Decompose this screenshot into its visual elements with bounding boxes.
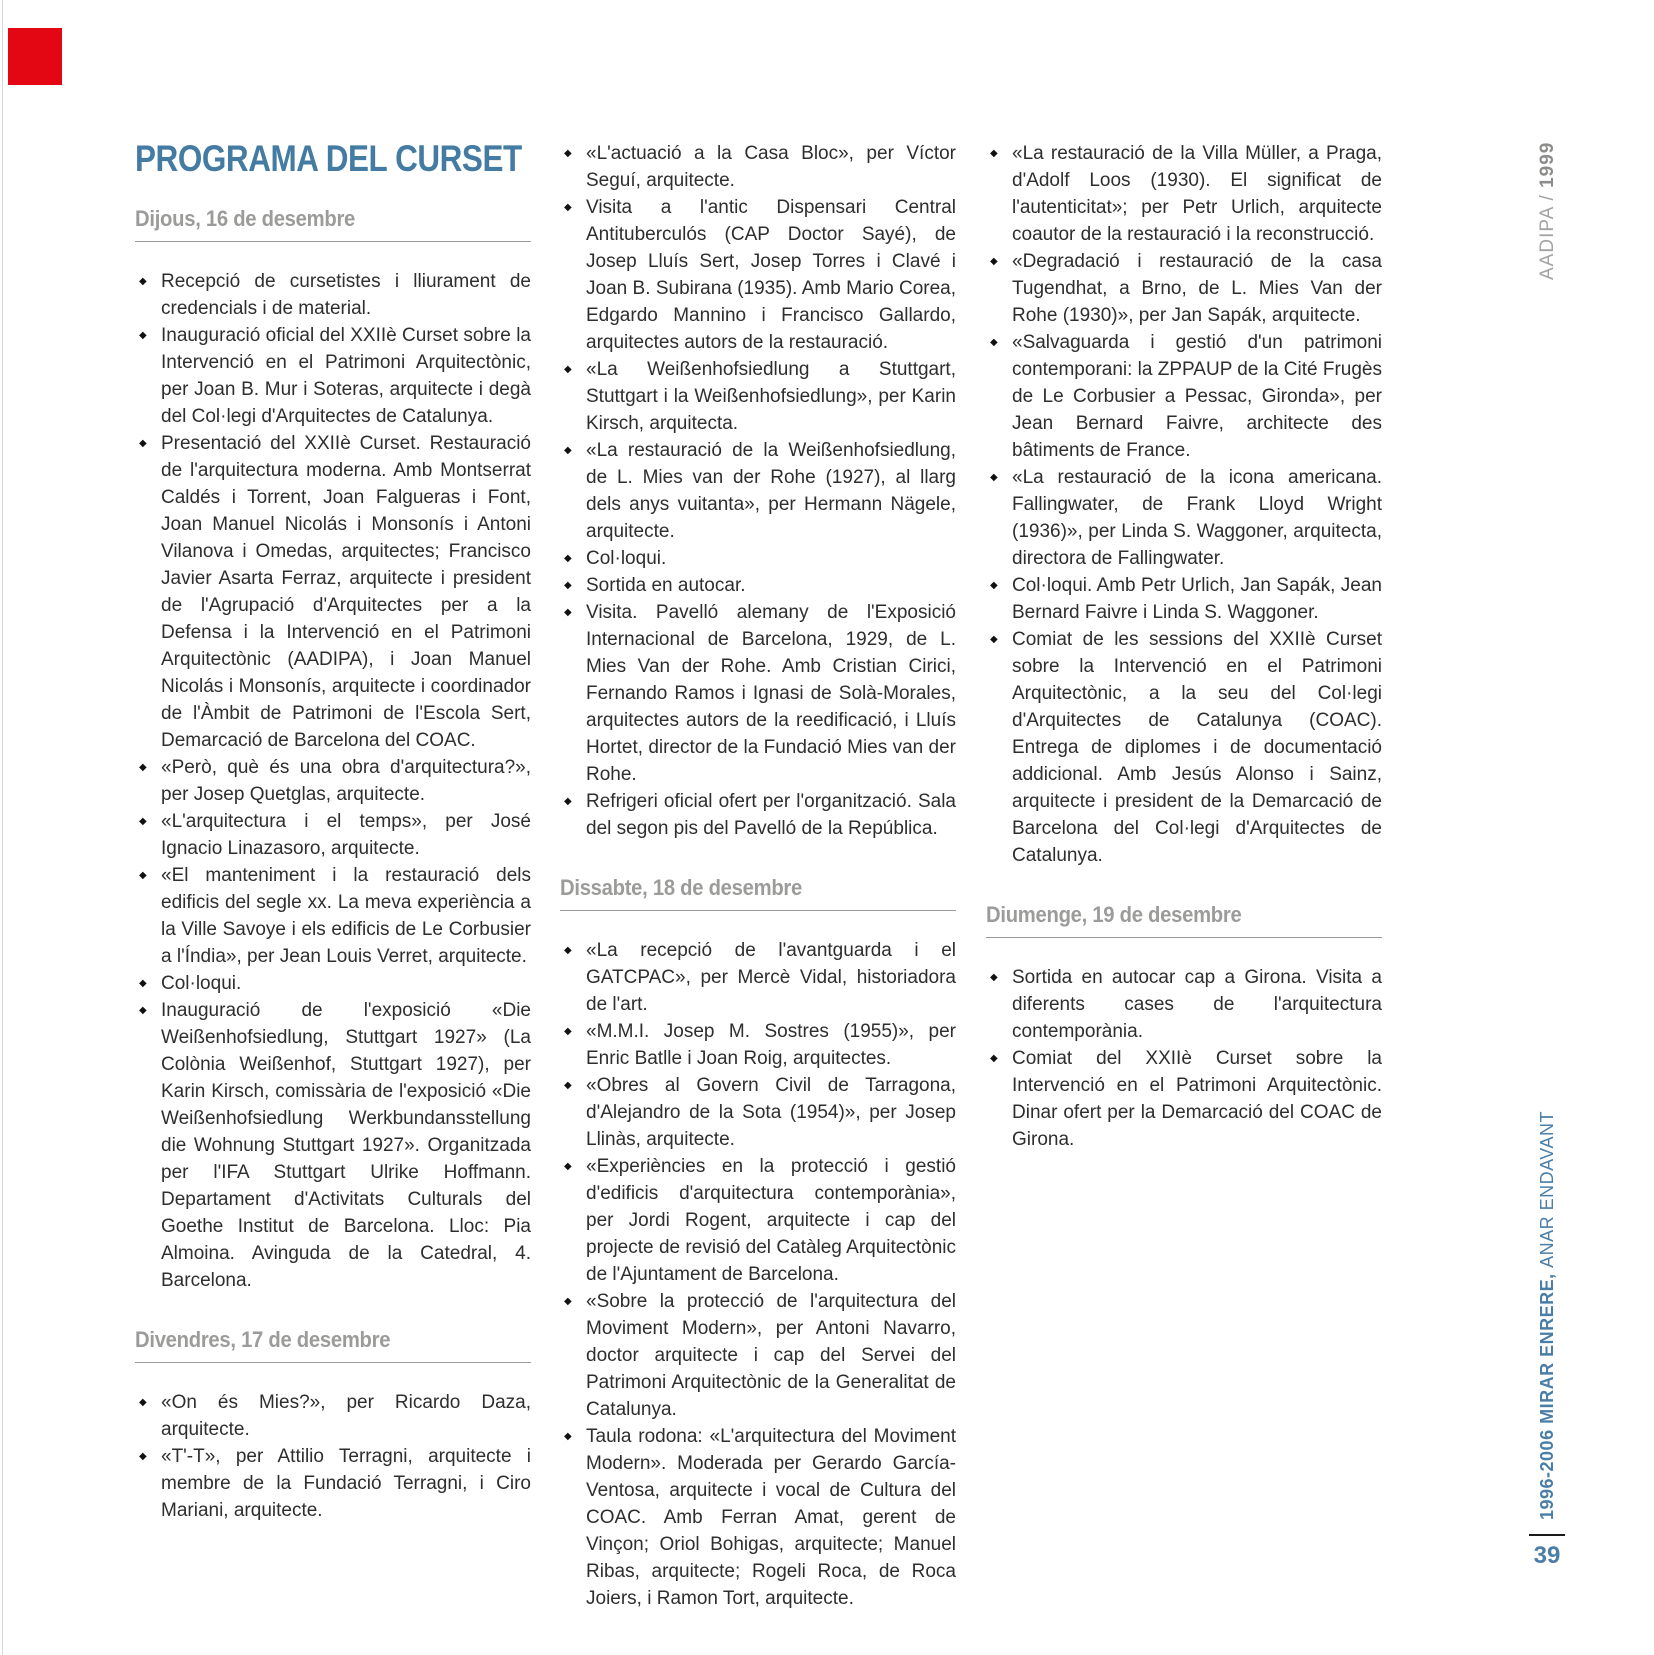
red-corner-square [8,28,62,85]
list-item [135,754,531,808]
bullet-icon: ◆ [564,796,572,807]
bullet-icon: ◆ [990,580,998,591]
item-text: Comiat de les sessions del XXIIè Curset sobre la Intervenció en el Patrimoni Arquitectònic, a la seu del Col·legi d'Arquitectes de Catalunya (COAC). Entrega de diplomes i de documentació addicional. Amb Jesús Alonso i Sainz, arquitecte i president de la Demarcació de Barcelona del Col·legi d'Arquitectes de Catalunya. [1012,629,1382,866]
bullet-icon: ◆ [990,972,998,984]
bullet-icon: ◆ [564,1431,572,1443]
bullet-icon: ◆ [564,1080,572,1092]
list-item [986,572,1382,626]
list-item [560,1288,956,1423]
page-edge-line [2,0,3,1655]
day-header [135,207,531,242]
item-text: «Obres al Govern Civil de Tarragona, d'Alejandro de la Sota (1954)», per Josep Llinàs, arquitecte. [586,1075,956,1151]
bullet-icon: ◆ [990,148,998,159]
item-text: Visita a l'antic Dispensari Central Antituberculós (CAP Doctor Sayé), de Josep Lluís Sert, Josep Torres i Clavé i Joan B. Subirana (1935). Amb Mario Corea, Edgardo Mannino i Francisco Gallardo, arquitectes autors de la restauració. [586,197,956,353]
list-item [135,862,531,970]
day-header-label: Diumenge, 19 de desembre [986,902,1242,927]
item-text: Col·loqui. [586,548,667,569]
day-header [986,903,1382,938]
bullet-icon: ◆ [564,445,572,456]
list-item [560,194,956,356]
list-item [986,964,1382,1045]
page-title: PROGRAMA DEL CURSET [135,138,522,179]
list-item [135,997,531,1294]
sidebar-motto-normal: ANAR ENDAVANT [1537,1111,1557,1268]
item-text: «T'-T», per Attilio Terragni, arquitecte i membre de la Fundació Terragni, i Ciro Mariani, arquitecte. [161,1446,531,1522]
item-text: «La restauració de la Weißenhofsiedlung, de L. Mies van der Rohe (1927), al llarg dels anys vuitanta», per Hermann Nägele, arquitecte. [586,440,956,542]
bullet-icon: ◆ [139,1397,147,1409]
item-text: Col·loqui. [161,973,242,995]
list-item [986,329,1382,464]
sidebar-edition-label [1537,142,1559,280]
item-text: «Salvaguarda i gestió d'un patrimoni contemporani: la ZPPAUP de la Cité Frugès de Le Corbusier a Pessac, Gironda», per Jean Bernard Faivre, architecte des bâtiments de France. [1012,332,1382,461]
page-number-rule [1529,1534,1565,1536]
bullet-icon: ◆ [564,1161,572,1173]
item-text: «El manteniment i la restauració dels edificis del segle xx. La meva experiència a la Ville Savoye i els edificis de Le Corbusier a l'Índia», per Jean Louis Verret, arquitecte. [161,865,531,968]
sidebar-motto-bold: 1996-2006 MIRAR ENRERE, [1537,1267,1557,1520]
list-item [135,1443,531,1524]
sidebar-edition-text: AADIPA / [1537,187,1558,280]
bullet-icon: ◆ [990,256,998,267]
item-text: Inauguració de l'exposició «Die Weißenhofsiedlung, Stuttgart 1927» (La Colònia Weißenhof, Stuttgart 1927), per Karin Kirsch, comissària de l'exposició «Die Weißenhofsiedlung Werkbundansstellung die Wohnung Stuttgart 1927». Organitzada per l'IFA Stuttgart Ulrike Hoffmann. Departament d'Activitats Culturals del Goethe Institut de Barcelona. Lloc: Pia Almoina. Avinguda de la Catedral, 4. Barcelona. [161,1000,531,1292]
item-text: «Però, què és una obra d'arquitectura?», per Josep Quetglas, arquitecte. [161,757,531,806]
item-text: «L'arquitectura i el temps», per José Ignacio Linazasoro, arquitecte. [161,811,531,860]
item-text: «M.M.I. Josep M. Sostres (1955)», per Enric Batlle i Joan Roig, arquitectes. [586,1021,956,1070]
bullet-icon: ◆ [139,330,147,342]
list-item [135,268,531,322]
day-header-label: Dijous, 16 de desembre [135,206,356,231]
column-3 [986,140,1382,1153]
bullet-icon: ◆ [139,762,147,774]
list-item [560,140,956,194]
item-text: «La restauració de la Villa Müller, a Praga, d'Adolf Loos (1930). El significat de l'autenticitat»; per Petr Urlich, arquitecte coautor de la restauració i la reconstrucció. [1012,143,1382,245]
list-item [135,970,531,997]
bullet-icon: ◆ [564,364,572,375]
list-item [560,1423,956,1612]
list-item [135,322,531,430]
item-text: «La restauració de la icona americana. Fallingwater, de Frank Lloyd Wright (1936)», per Linda S. Waggoner, arquitecta, directora de Fallingwater. [1012,467,1382,569]
item-text: Taula rodona: «L'arquitectura del Moviment Modern». Moderada per Gerardo García-Ventosa, arquitecte i vocal de Cultura del COAC. Amb Ferran Amat, gerent de Vinçon; Oriol Bohigas, arquitecte; Manuel Ribas, arquitecte; Rogeli Roca, de Roca Joiers, i Ramon Tort, arquitecte. [586,1426,956,1610]
sidebar-motto [1537,1111,1558,1520]
day-header [135,1328,531,1363]
list-item [560,545,956,572]
list-item [560,937,956,1018]
item-text: Comiat del XXIIè Curset sobre la Intervenció en el Patrimoni Arquitectònic. Dinar ofert per la Demarcació del COAC de Girona. [1012,1048,1382,1151]
bullet-icon: ◆ [564,607,572,618]
item-text: «La recepció de l'avantguarda i el GATCPAC», per Mercè Vidal, historiadora de l'art. [586,940,956,1016]
bullet-icon: ◆ [139,438,147,450]
page-number: 39 [1533,1542,1561,1569]
bullet-icon: ◆ [564,580,572,591]
list-item [560,572,956,599]
list-item [560,599,956,788]
item-text: Sortida en autocar cap a Girona. Visita a diferents cases de l'arquitectura contemporània. [1012,967,1382,1043]
list-item [560,437,956,545]
sidebar-edition-year: 1999 [1537,141,1558,188]
bullet-list [986,964,1382,1153]
bullet-icon: ◆ [139,978,147,990]
list-item [560,788,956,842]
list-item [135,1389,531,1443]
day-header-label: Dissabte, 18 de desembre [560,875,803,900]
item-text: «On és Mies?», per Ricardo Daza, arquitecte. [161,1392,531,1441]
item-text: «Degradació i restauració de la casa Tugendhat, a Brno, de L. Mies Van der Rohe (1930)», per Jan Sapák, arquitecte. [1012,251,1382,326]
bullet-icon: ◆ [139,816,147,828]
bullet-icon: ◆ [990,634,998,645]
list-item [560,356,956,437]
bullet-icon: ◆ [564,1026,572,1038]
item-text: «Experiències en la protecció i gestió d'edificis d'arquitectura contemporània», per Jordi Rogent, arquitecte i cap del projecte de revisió del Catàleg Arquitectònic de l'Ajuntament de Barcelona. [586,1156,956,1286]
day-header-label: Divendres, 17 de desembre [135,1327,391,1353]
bullet-icon: ◆ [564,148,572,159]
day-header [560,876,956,911]
bullet-list [135,268,531,1294]
column-1 [135,140,531,1524]
list-item [986,1045,1382,1153]
bullet-icon: ◆ [139,1005,147,1017]
bullet-icon: ◆ [990,1053,998,1065]
item-text: Visita. Pavelló alemany de l'Exposició Internacional de Barcelona, 1929, de L. Mies Van der Rohe. Amb Cristian Cirici, Fernando Ramos i Ignasi de Solà-Morales, arquitectes autors de la reedificació, i Lluís Hortet, director de la Fundació Mies van der Rohe. [586,602,956,785]
bullet-icon: ◆ [139,870,147,882]
bullet-icon: ◆ [564,202,572,213]
list-item [560,1153,956,1288]
item-text: Col·loqui. Amb Petr Urlich, Jan Sapák, Jean Bernard Faivre i Linda S. Waggoner. [1012,575,1382,623]
bullet-list [986,140,1382,869]
item-text: Sortida en autocar. [586,575,746,596]
item-text: Inauguració oficial del XXIIè Curset sobre la Intervenció en el Patrimoni Arquitectònic, per Joan B. Mur i Soteras, arquitecte i degà del Col·legi d'Arquitectes de Catalunya. [161,325,531,428]
bullet-icon: ◆ [564,945,572,957]
list-item [135,430,531,754]
bullet-icon: ◆ [564,553,572,564]
column-2 [560,140,956,1612]
list-item [986,248,1382,329]
list-item [986,140,1382,248]
bullet-list [560,140,956,842]
bullet-icon: ◆ [139,1451,147,1463]
list-item [135,808,531,862]
bullet-icon: ◆ [990,472,998,483]
list-item [560,1018,956,1072]
item-text: Recepció de cursetistes i lliurament de credencials i de material. [161,271,531,320]
item-text: «Sobre la protecció de l'arquitectura del Moviment Modern», per Antoni Navarro, doctor arquitecte i cap del Servei del Patrimoni Arquitectònic de la Generalitat de Catalunya. [586,1291,956,1421]
item-text: «La Weißenhofsiedlung a Stuttgart, Stuttgart i la Weißenhofsiedlung», per Karin Kirsch, arquitecta. [586,359,956,434]
bullet-icon: ◆ [139,276,147,288]
bullet-icon: ◆ [564,1296,572,1308]
item-text: «L'actuació a la Casa Bloc», per Víctor Seguí, arquitecte. [586,143,956,191]
bullet-list [560,937,956,1612]
list-item [986,626,1382,869]
list-item [986,464,1382,572]
bullet-list [135,1389,531,1524]
bullet-icon: ◆ [990,337,998,348]
list-item [560,1072,956,1153]
item-text: Presentació del XXIIè Curset. Restauració de l'arquitectura moderna. Amb Montserrat Caldés i Torrent, Joan Falgueras i Font, Joan Manuel Nicolás i Monsonís i Antoni Vilanova i Omedas, arquitectes; Francisco Javier Asarta Ferraz, arquitecte i president de l'Agrupació d'Arquitectes per a la Defensa i la Intervenció en el Patrimoni Arquitectònic (AADIPA), i Joan Manuel Nicolás i Monsonís, arquitecte i coordinador de l'Àmbit de Patrimoni de l'Escola Sert, Demarcació de Barcelona del COAC. [161,433,531,752]
item-text: Refrigeri oficial ofert per l'organització. Sala del segon pis del Pavelló de la República. [586,791,956,839]
